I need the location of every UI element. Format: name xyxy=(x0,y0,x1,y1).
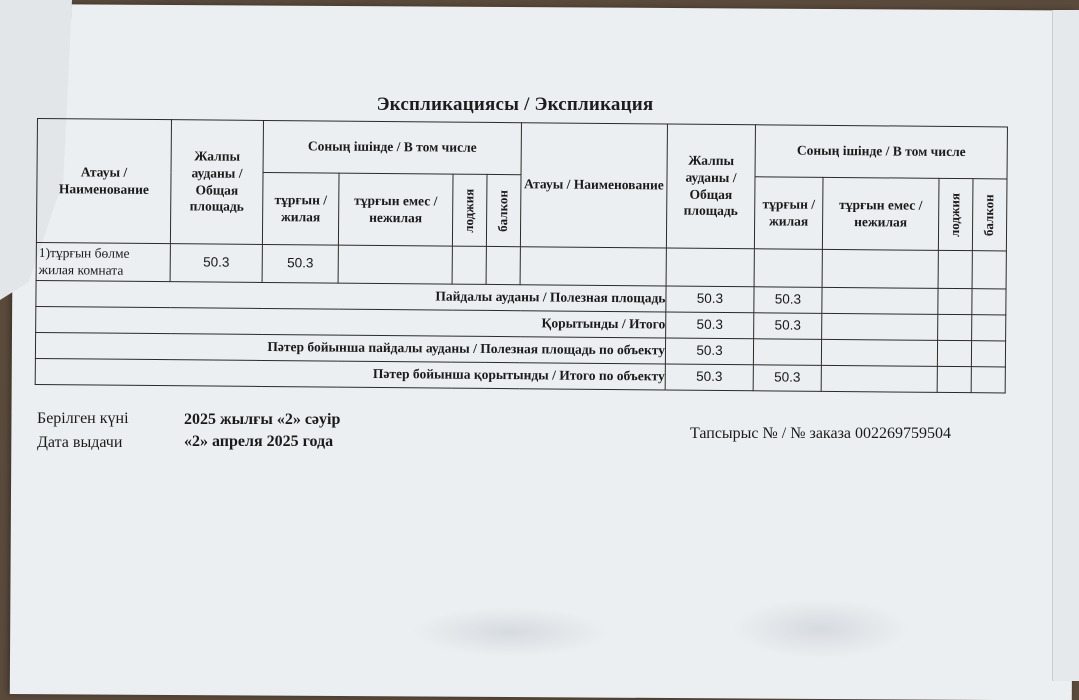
summary-residential: 50.3 xyxy=(754,313,822,340)
room-total-area: 50.3 xyxy=(170,244,262,283)
header-balcony-cell-2 xyxy=(972,179,1007,251)
empty-cell xyxy=(666,248,754,287)
empty-cell xyxy=(971,367,1005,393)
header-loggia-cell xyxy=(452,174,487,246)
empty-cell xyxy=(822,313,938,340)
summary-label: Қорытынды / Итого xyxy=(36,306,666,337)
room-name: 1)тұрғын бөлме жилая комната xyxy=(36,242,170,281)
header-total-area-2: Жалпы ауданы / Общая площадь xyxy=(666,124,755,249)
document-title: Экспликациясы / Экспликация xyxy=(376,94,654,115)
summary-total: 50.3 xyxy=(666,312,754,339)
header-including-2: Соның ішінде / В том числе xyxy=(755,125,1007,179)
empty-cell xyxy=(821,339,937,366)
stacked-page-edge xyxy=(1052,10,1079,681)
issue-date-ru: «2» апреля 2025 года xyxy=(184,433,334,450)
empty-cell xyxy=(937,340,971,366)
header-including: Соның ішінде / В том числе xyxy=(263,120,521,174)
summary-total: 50.3 xyxy=(665,338,753,365)
header-name-2: Атауы / Наименование xyxy=(520,123,667,248)
empty-cell xyxy=(486,246,520,284)
empty-cell xyxy=(937,366,971,392)
empty-cell xyxy=(822,287,938,314)
empty-cell xyxy=(338,245,452,284)
summary-residential xyxy=(753,339,821,366)
explication-table xyxy=(35,118,1008,393)
empty-cell xyxy=(822,249,938,288)
issue-date-label-kz: Берілген күні xyxy=(37,410,129,427)
empty-cell xyxy=(972,289,1006,315)
header-nonresidential-2: тұрғын емес / нежилая xyxy=(822,177,939,250)
header-residential: тұрғын / жилая xyxy=(262,172,339,245)
empty-cell xyxy=(821,365,937,392)
empty-cell xyxy=(938,314,972,340)
header-loggia-2: лоджия xyxy=(947,192,963,237)
summary-label: Пайдалы ауданы / Полезная площадь xyxy=(36,280,666,311)
empty-cell xyxy=(972,251,1006,289)
empty-cell xyxy=(754,249,822,288)
header-nonresidential: тұрғын емес / нежилая xyxy=(338,173,453,246)
room-residential-area: 50.3 xyxy=(262,244,338,283)
header-balcony-2: балкон xyxy=(981,193,997,236)
empty-cell xyxy=(520,247,666,286)
empty-cell xyxy=(972,315,1006,341)
header-loggia-cell-2 xyxy=(938,178,973,250)
header-name: Атауы / Наименование xyxy=(36,119,171,244)
summary-total: 50.3 xyxy=(666,286,754,313)
empty-cell xyxy=(938,250,972,288)
header-residential-2: тұрғын / жилая xyxy=(754,177,823,250)
header-balcony-cell xyxy=(486,174,521,246)
issue-date-kz: 2025 жылғы «2» сәуір xyxy=(184,411,341,428)
header-loggia: лоджия xyxy=(461,188,477,233)
order-number: Тапсырыс № / № заказа 002269759504 xyxy=(690,425,951,442)
header-balcony: балкон xyxy=(495,189,511,232)
empty-cell xyxy=(971,341,1005,367)
summary-residential: 50.3 xyxy=(754,287,822,314)
header-total-area: Жалпы ауданы / Общая площадь xyxy=(170,120,263,245)
summary-label: Пәтер бойынша пайдалы ауданы / Полезная площадь по объекту xyxy=(35,332,665,363)
empty-cell xyxy=(452,246,486,284)
summary-label: Пәтер бойынша қорытынды / Итого по объекту xyxy=(35,358,665,389)
summary-residential: 50.3 xyxy=(753,365,821,392)
empty-cell xyxy=(938,288,972,314)
summary-total: 50.3 xyxy=(665,364,753,391)
issue-date-label-ru: Дата выдачи xyxy=(37,434,123,451)
